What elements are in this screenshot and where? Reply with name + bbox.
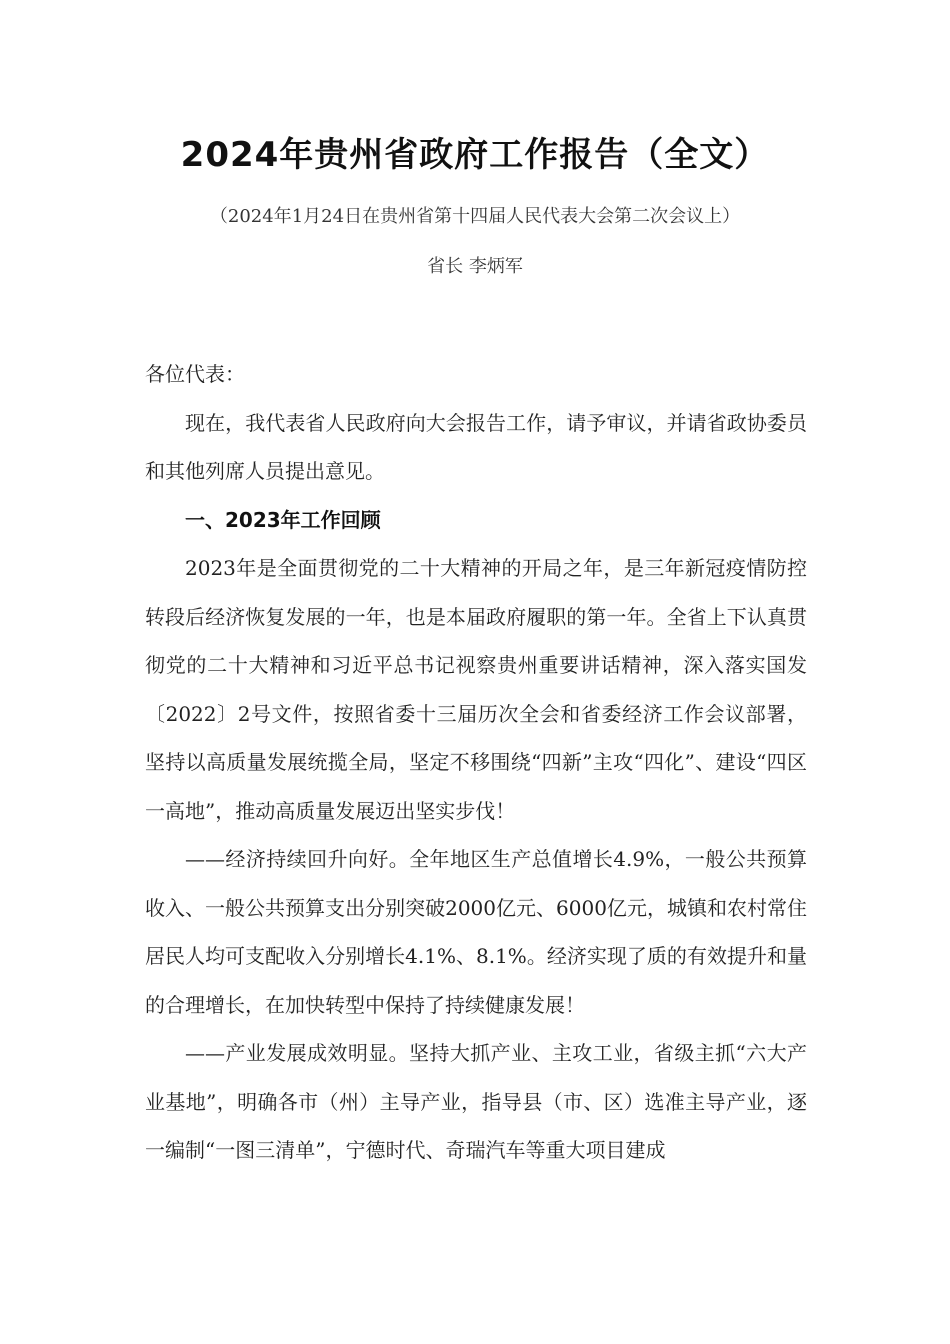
paragraph-overview: 2023年是全面贯彻党的二十大精神的开局之年，是三年新冠疫情防控转段后经济恢复发展的一年，也是本届政府履职的第一年。全省上下认真贯彻党的二十大精神和习近平总书记视察贵州重要讲话精神，深入落实国发〔2022〕2号文件，按照省委十三届历次全会和省委经济工作会议部署，坚持以高质量发展统揽全局，坚定不移围绕“四新”主攻“四化”、建设“四区一高地”，推动高质量发展迈出坚实步伐！ <box>145 556 807 823</box>
greeting: 各位代表： <box>145 362 245 386</box>
paragraph-intro: 现在，我代表省人民政府向大会报告工作，请予审议，并请省政协委员和其他列席人员提出意见。 <box>145 410 807 483</box>
section-heading: 一、2023年工作回顾 <box>185 507 381 532</box>
document-title: 2024年贵州省政府工作报告（全文） <box>180 135 770 175</box>
document-subtitle: （2024年1月24日在贵州省第十四届人民代表大会第二次会议上） <box>209 206 741 227</box>
document-body <box>145 350 807 1175</box>
document-author: 省长 李炳军 <box>427 256 523 277</box>
paragraph-industry: ——产业发展成效明显。坚持大抓产业、主攻工业，省级主抓“六大产业基地”，明确各市（州）主导产业，指导县（市、区）选准主导产业，逐一编制“一图三清单”，宁德时代、奇瑞汽车等重大项目建成 <box>145 1041 807 1162</box>
paragraph-economy: ——经济持续回升向好。全年地区生产总值增长4.9%，一般公共预算收入、一般公共预算支出分别突破2000亿元、6000亿元，城镇和农村常住居民人均可支配收入分别增长4.1%、8.1%。经济实现了质的有效提升和量的合理增长，在加快转型中保持了持续健康发展！ <box>145 847 807 1017</box>
